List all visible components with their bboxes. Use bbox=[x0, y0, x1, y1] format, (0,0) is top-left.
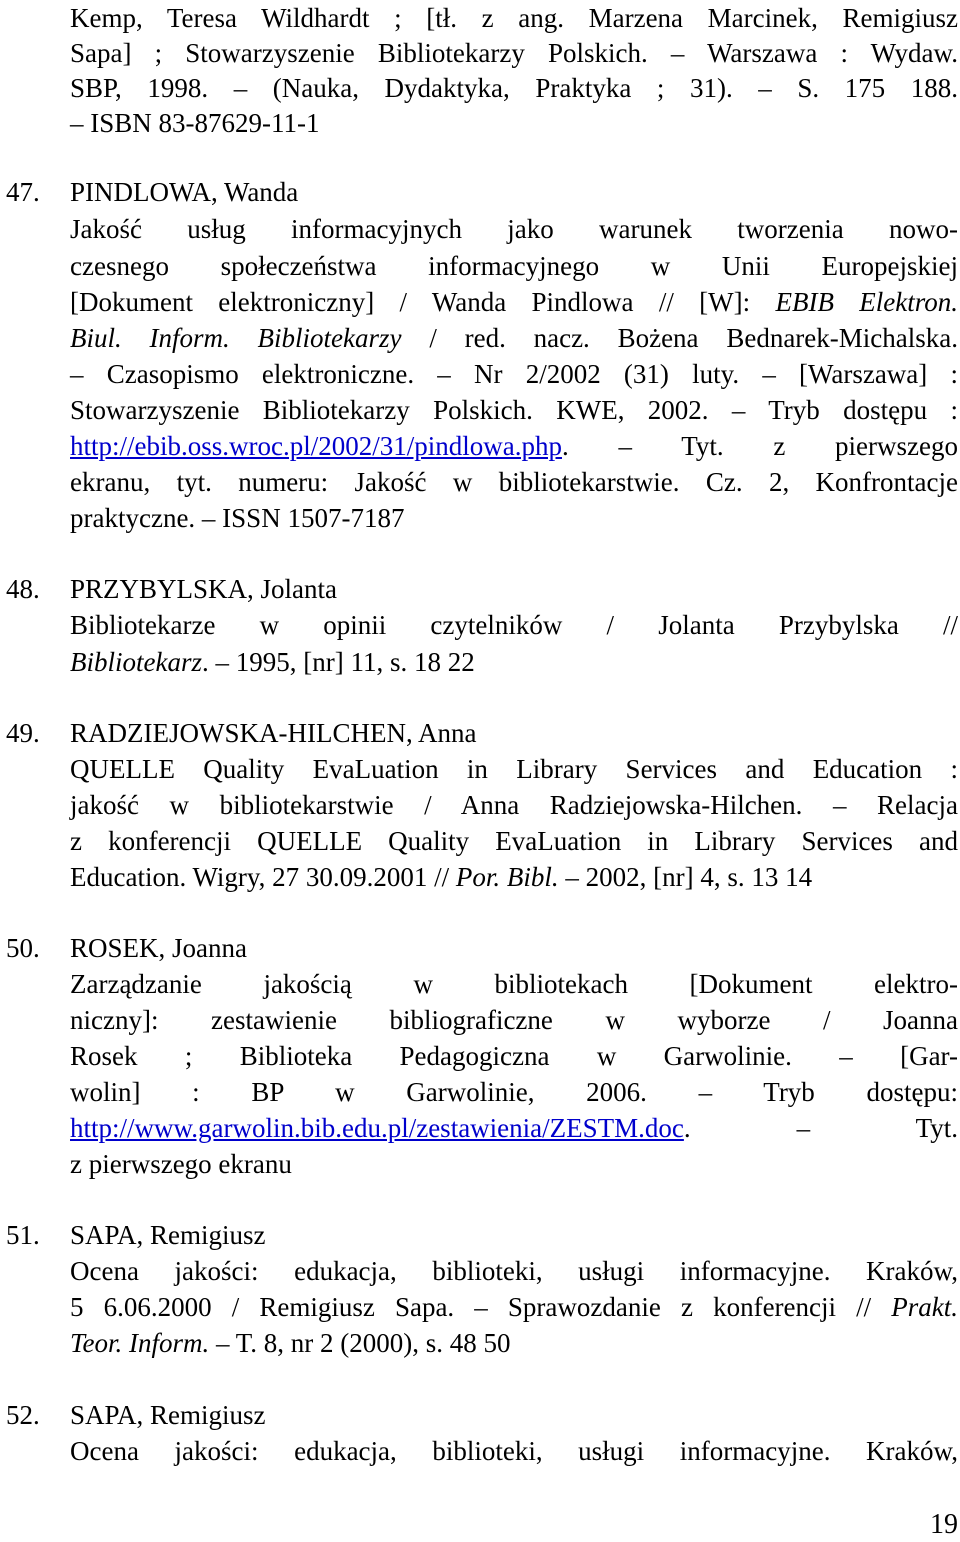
journal-title: Teor. Inform. bbox=[70, 1328, 210, 1358]
entry-49-line-2: jakość w bibliotekarstwie / Anna Radziejowska-Hilchen. – Relacja bbox=[70, 790, 958, 820]
entry-48-line-2 bbox=[70, 644, 958, 680]
entry-47-line-8: ekranu, tyt. numeru: Jakość w bibliotekarstwie. Cz. 2, Konfrontacje bbox=[70, 467, 958, 497]
entry-51-line-3 bbox=[70, 1325, 958, 1361]
text-run: . – 1995, [nr] 11, s. 18 22 bbox=[201, 647, 475, 677]
text-run: Education. Wigry, 27 30.09.2001 // bbox=[70, 862, 456, 892]
entry-48-heading bbox=[6, 571, 958, 607]
entry-number: 51. bbox=[6, 1220, 40, 1250]
journal-title: Por. Bibl. bbox=[455, 862, 559, 892]
journal-title: Prakt. bbox=[891, 1292, 958, 1322]
entry-49-line-1: QUELLE Quality EvaLuation in Library Services and Education : bbox=[70, 754, 958, 784]
entry-49-line-3: z konferencji QUELLE Quality EvaLuation in Library Services and bbox=[70, 826, 958, 856]
text-run: . – Tyt. bbox=[683, 1113, 958, 1143]
entry-47-line-4 bbox=[70, 320, 958, 356]
entry-51-heading bbox=[6, 1217, 958, 1253]
ebib-url-link[interactable]: http://ebib.oss.wroc.pl/2002/31/pindlowa.php bbox=[70, 431, 562, 461]
intro-line-4: – ISBN 83-87629-11-1 bbox=[70, 108, 320, 138]
text-run: 5 6.06.2000 / Remigiusz Sapa. – Sprawozdanie z konferencji // bbox=[70, 1292, 892, 1322]
entry-author: SAPA, Remigiusz bbox=[70, 1400, 266, 1430]
entry-47-line-7 bbox=[70, 428, 958, 464]
intro-line-1: Kemp, Teresa Wildhardt ; [tł. z ang. Marzena Marcinek, Remigiusz bbox=[70, 3, 958, 33]
entry-author: PRZYBYLSKA, Jolanta bbox=[70, 574, 338, 604]
entry-47-line-5: – Czasopismo elektroniczne. – Nr 2/2002 (31) luty. – [Warszawa] : bbox=[70, 359, 958, 389]
entry-48-line-1: Bibliotekarze w opinii czytelników / Jolanta Przybylska // bbox=[70, 610, 958, 640]
text-run: / red. nacz. Bożena Bednarek-Michalska. bbox=[401, 323, 958, 353]
entry-47-line-9: praktyczne. – ISSN 1507-7187 bbox=[70, 503, 405, 533]
entry-50-line-6: z pierwszego ekranu bbox=[70, 1149, 292, 1179]
entry-author: SAPA, Remigiusz bbox=[70, 1220, 266, 1250]
entry-47-line-6: Stowarzyszenie Bibliotekarzy Polskich. KWE, 2002. – Tryb dostępu : bbox=[70, 395, 958, 425]
text-run: – T. 8, nr 2 (2000), s. 48 50 bbox=[209, 1328, 511, 1358]
journal-title: Biul. Inform. Bibliotekarzy bbox=[70, 323, 402, 353]
entry-number: 52. bbox=[6, 1400, 40, 1430]
journal-title: EBIB Elektron. bbox=[775, 287, 958, 317]
entry-47-heading bbox=[6, 174, 958, 210]
entry-47-line-1: Jakość usług informacyjnych jako warunek tworzenia nowo- bbox=[70, 214, 958, 244]
entry-52-heading bbox=[6, 1397, 958, 1433]
intro-line-2: Sapa] ; Stowarzyszenie Bibliotekarzy Polskich. – Warszawa : Wydaw. bbox=[70, 38, 958, 68]
entry-52-line-1: Ocena jakości: edukacja, biblioteki, usługi informacyjne. Kraków, bbox=[70, 1436, 958, 1466]
text-run: – 2002, [nr] 4, s. 13 14 bbox=[558, 862, 813, 892]
entry-number: 49. bbox=[6, 718, 40, 748]
page-number: 19 bbox=[930, 1509, 958, 1540]
text-run: . – Tyt. z pierwszego bbox=[561, 431, 958, 461]
garwolin-url-link[interactable]: http://www.garwolin.bib.edu.pl/zestawienia/ZESTM.doc bbox=[70, 1113, 684, 1143]
entry-author: PINDLOWA, Wanda bbox=[70, 177, 299, 207]
text-run: [Dokument elektroniczny] / Wanda Pindlowa // [W]: bbox=[70, 287, 776, 317]
journal-title: Bibliotekarz bbox=[70, 647, 202, 677]
entry-47-line-2: czesnego społeczeństwa informacyjnego w Unii Europejskiej bbox=[70, 251, 958, 281]
entry-50-line-4: wolin] : BP w Garwolinie, 2006. – Tryb dostępu: bbox=[70, 1077, 958, 1107]
entry-50-line-1: Zarządzanie jakością w bibliotekach [Dokument elektro- bbox=[70, 969, 958, 999]
entry-number: 50. bbox=[6, 933, 40, 963]
entry-author: RADZIEJOWSKA-HILCHEN, Anna bbox=[70, 718, 477, 748]
entry-51-line-1: Ocena jakości: edukacja, biblioteki, usługi informacyjne. Kraków, bbox=[70, 1256, 958, 1286]
entry-author: ROSEK, Joanna bbox=[70, 933, 247, 963]
entry-51-line-2 bbox=[70, 1289, 958, 1325]
intro-line-3: SBP, 1998. – (Nauka, Dydaktyka, Praktyka ; 31). – S. 175 188. bbox=[70, 73, 958, 103]
entry-50-line-3: Rosek ; Biblioteka Pedagogiczna w Garwolinie. – [Gar- bbox=[70, 1041, 958, 1071]
entry-number: 48. bbox=[6, 574, 40, 604]
entry-47-line-3 bbox=[70, 284, 958, 320]
entry-50-line-2: niczny]: zestawienie bibliograficzne w wyborze / Joanna bbox=[70, 1005, 958, 1035]
entry-49-line-4 bbox=[70, 859, 958, 895]
entry-50-line-5 bbox=[70, 1110, 958, 1146]
entry-number: 47. bbox=[6, 177, 40, 207]
entry-49-heading bbox=[6, 715, 958, 751]
entry-50-heading bbox=[6, 930, 958, 966]
